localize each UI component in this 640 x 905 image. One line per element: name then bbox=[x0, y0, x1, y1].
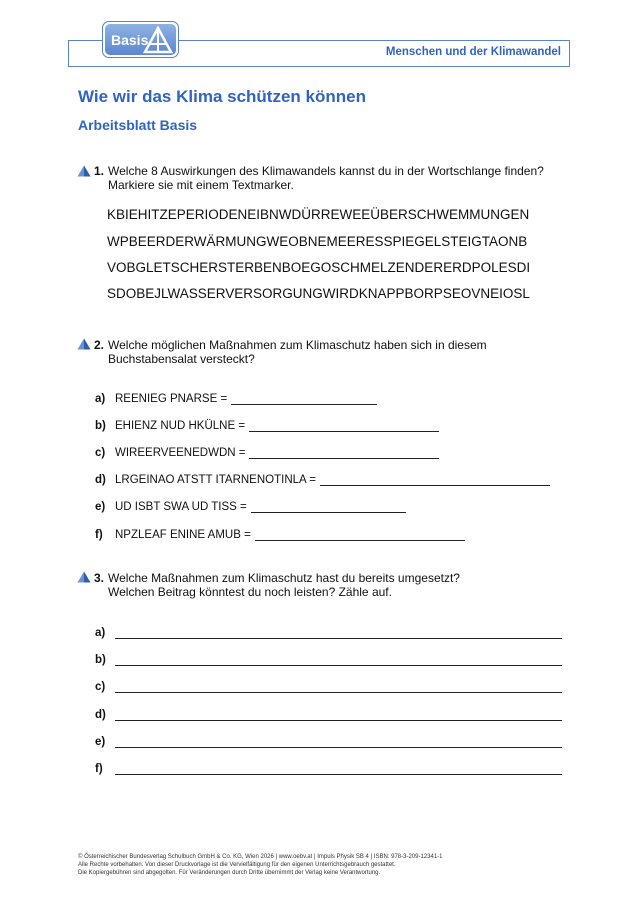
answer-line[interactable] bbox=[115, 656, 562, 666]
scramble-item: e) UD ISBT SWA UD TISS = bbox=[95, 501, 406, 513]
answer-row: c) bbox=[95, 681, 562, 693]
answer-blank[interactable] bbox=[251, 503, 406, 513]
scramble-item: d) LRGEINAO ATSTT ITARNENOTINLA = bbox=[95, 474, 550, 486]
answer-line[interactable] bbox=[115, 711, 562, 721]
difficulty-icon bbox=[77, 571, 91, 583]
answer-blank[interactable] bbox=[249, 422, 439, 432]
task-3-question: 3. Welche Maßnahmen zum Klimaschutz hast du bereits umgesetzt? Welchen Beitrag könntest du noch leisten? Zähle auf. bbox=[94, 571, 460, 599]
word-snake-line-2: WPBEERDERWÄRMUNGWEOBNEMEERESSPIEGELSTEIGTAONB bbox=[107, 234, 528, 249]
answer-line[interactable] bbox=[115, 683, 562, 693]
answer-row: a) bbox=[95, 627, 562, 639]
answer-row: f) bbox=[95, 763, 562, 775]
page-title: Wie wir das Klima schützen können bbox=[78, 87, 366, 106]
scramble-item: b) EHIENZ NUD HKÜLNE = bbox=[95, 420, 439, 432]
triangle-logo-icon bbox=[143, 26, 173, 54]
page-subtitle: Arbeitsblatt Basis bbox=[78, 117, 198, 133]
difficulty-icon bbox=[77, 338, 91, 350]
answer-line[interactable] bbox=[115, 738, 562, 748]
scramble-item: f) NPZLEAF ENINE AMUB = bbox=[95, 529, 465, 541]
answer-blank[interactable] bbox=[255, 531, 465, 541]
word-snake-line-1: KBIEHITZEPERIODENEIBNWDÜRREWEEÜBERSCHWEMMUNGEN bbox=[107, 207, 530, 222]
answer-line[interactable] bbox=[115, 629, 562, 639]
scramble-item: c) WIREERVEENEDWDN = bbox=[95, 447, 439, 459]
answer-row: b) bbox=[95, 654, 562, 666]
scramble-item: a) REENIEG PNARSE = bbox=[95, 393, 377, 405]
answer-blank[interactable] bbox=[231, 395, 377, 405]
difficulty-icon bbox=[77, 165, 91, 177]
word-snake-line-3: VOBGLETSCHERSTERBENBOEGOSCHMELZENDERERDPOLESDI bbox=[107, 260, 531, 275]
header-title: Menschen und der Klimawandel bbox=[385, 46, 561, 58]
logo-text: Basis bbox=[111, 32, 149, 48]
footer-copyright: © Österreichischer Bundesverlag Schulbuch GmbH & Co. KG, Wien 2026 | www.oebv.at | Impuls Physik SB 4 | ISBN: 978-3-209-12341-1 Alle Rechte vorbehalten. Von dieser Druckvorlage ist die Vervielfältigung für den eigenen Unterrichtsgebrauch gestattet. Die Kopiergebühren sind abgegolten. Für Veränderungen durch Dritte übernimmt der Verlag keine Verantwortung. bbox=[78, 854, 443, 876]
basis-logo bbox=[102, 21, 179, 58]
task-2-question: 2. Welche möglichen Maßnahmen zum Klimaschutz haben sich in diesem Buchstabensalat versteckt? bbox=[94, 338, 487, 366]
answer-blank[interactable] bbox=[320, 476, 550, 486]
answer-blank[interactable] bbox=[249, 449, 439, 459]
word-snake-line-4: SDOBEJLWASSERVERSORGUNGWIRDKNAPPBORPSEOVNEIOSL bbox=[107, 286, 530, 301]
answer-row: e) bbox=[95, 736, 562, 748]
answer-row: d) bbox=[95, 709, 562, 721]
answer-line[interactable] bbox=[115, 765, 562, 775]
task-1-question: 1. Welche 8 Auswirkungen des Klimawandels kannst du in der Wortschlange finden? Markiere sie mit einem Textmarker. bbox=[94, 164, 544, 192]
